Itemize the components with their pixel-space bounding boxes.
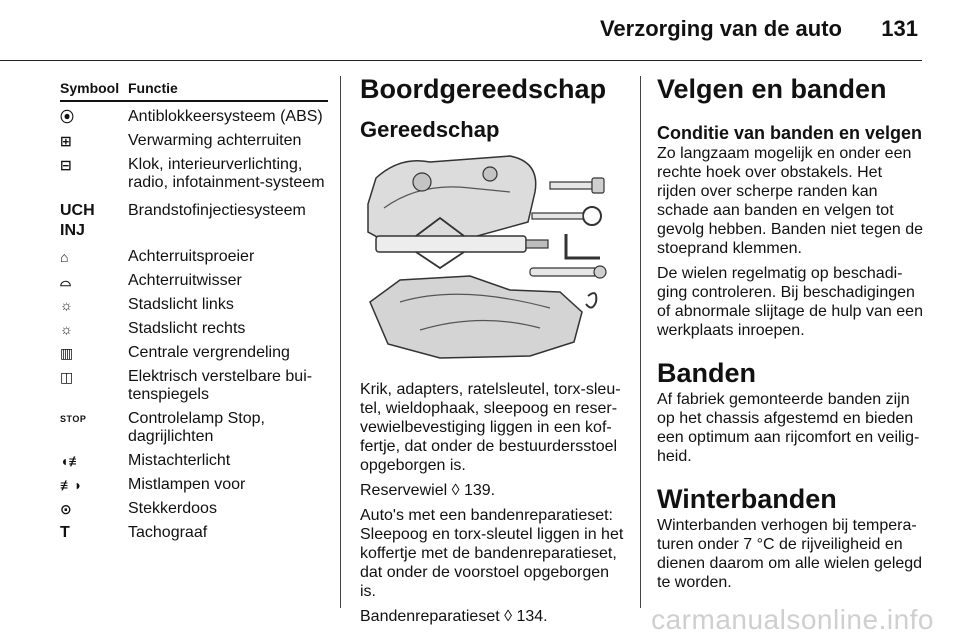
stop-icon: STOP xyxy=(60,414,87,424)
function-text: Klok, interieurverlichting, radio, infotainment-systeem xyxy=(128,156,325,191)
rear-wiper-icon: ⌓ xyxy=(60,273,72,289)
tyres-heading: Banden xyxy=(657,358,757,388)
function-text: Achterruitwisser xyxy=(128,272,242,289)
function-text: Mistlampen voor xyxy=(128,476,246,493)
table-row xyxy=(60,248,328,266)
parking-light-right-icon: ☼ xyxy=(60,321,73,337)
function-text: Stadslicht rechts xyxy=(128,320,246,337)
tool-kit-illustration xyxy=(360,152,622,364)
table-row xyxy=(60,202,328,220)
function-text: Achterruitsproeier xyxy=(128,248,255,265)
table-row xyxy=(60,320,328,338)
socket-icon: ⊙ xyxy=(60,501,72,517)
function-text: Brandstofinjectiesysteem xyxy=(128,202,306,219)
table-row xyxy=(60,500,328,518)
header-divider xyxy=(0,60,922,61)
tool-kit-drawing xyxy=(360,152,622,364)
spare-wheel-ref: Reservewiel ◊ 139. xyxy=(360,482,496,499)
condition-text-1: Zo langzaam mogelijk en onder een rechte hoek over obstakels. Het rijden over scherpe randen kan schade aan banden en velgen tot gevolg hebben. Banden niet tegen de stoeprand klemmen. xyxy=(657,145,924,257)
condition-heading: Conditie van banden en velgen xyxy=(657,123,923,143)
rear-washer-icon: ⌂ xyxy=(60,249,69,265)
function-text: Antiblokkeersysteem (ABS) xyxy=(128,108,323,125)
tools-heading: Boordgereedschap xyxy=(360,74,607,104)
central-lock-icon: ▥ xyxy=(60,345,74,361)
table-row xyxy=(60,156,328,192)
tools-subheading: Gereedschap xyxy=(360,117,500,142)
table-row xyxy=(60,452,328,470)
function-text: Verwarming achterruiten xyxy=(128,132,302,149)
symbol-table xyxy=(60,80,328,542)
function-text xyxy=(128,222,328,240)
page-header xyxy=(0,0,960,60)
page-number: 131 xyxy=(881,16,918,41)
mirror-adjust-icon: ◫ xyxy=(60,369,74,385)
table-row xyxy=(60,272,328,290)
function-text: Centrale vergrendeling xyxy=(128,344,290,361)
tachograph-icon: T xyxy=(60,524,70,541)
table-row xyxy=(60,222,328,240)
front-fog-icon: ≢◗ xyxy=(60,477,83,493)
header-function: Functie xyxy=(128,80,178,96)
table-row xyxy=(60,108,328,126)
table-row xyxy=(60,296,328,314)
table-header xyxy=(60,80,328,102)
watermark: carmanualsonline.info xyxy=(651,604,934,635)
winter-tyres-text: Winterbanden verhogen bij tempera-turen onder 7 °C de rijveiligheid en dienen daarom om alle wielen gelegd te worden. xyxy=(657,517,923,591)
function-text: Stadslicht links xyxy=(128,296,234,313)
column-divider xyxy=(340,76,341,608)
header-symbol: Symbool xyxy=(60,80,120,96)
tyres-text: Af fabriek gemonteerde banden zijn op het chassis afgestemd en bieden een optimum aan rijcomfort en veilig-heid. xyxy=(657,391,920,465)
rear-fog-icon: ◖≢ xyxy=(60,453,83,469)
table-row xyxy=(60,524,328,542)
chapter-title: Verzorging van de auto xyxy=(599,16,842,41)
table-row xyxy=(60,476,328,494)
function-text: Mistachterlicht xyxy=(128,452,231,469)
repair-kit-ref: Bandenreparatieset ◊ 134. xyxy=(360,608,548,625)
table-row xyxy=(60,132,328,150)
column-divider xyxy=(640,76,641,608)
function-text: Tachograaf xyxy=(128,524,208,541)
uch-label: UCH xyxy=(60,202,95,219)
clock-light-icon: ⊟ xyxy=(60,157,72,173)
wheels-heading: Velgen en banden xyxy=(657,74,887,104)
function-text: Stekkerdoos xyxy=(128,500,217,517)
function-text: Elektrisch verstelbare bui-tenspiegels xyxy=(128,368,313,403)
rear-defrost-icon: ⊞ xyxy=(60,133,72,149)
condition-text-2: De wielen regelmatig op beschadi-ging controleren. Bij beschadigingen of abnormale slijtage de hulp van een werkplaats inroepen. xyxy=(657,265,923,339)
wheels-section xyxy=(657,72,923,592)
tools-section xyxy=(360,72,626,626)
repair-kit-description: Auto's met een bandenreparatieset: Sleepoog en torx-sleutel liggen in het koffertje met de bandenreparatieset, dat onder de voorstoel opgeborgen is. xyxy=(360,507,624,600)
table-row xyxy=(60,344,328,362)
function-text: Controlelamp Stop, dagrijlichten xyxy=(128,410,265,445)
table-row xyxy=(60,410,328,446)
winter-tyres-heading: Winterbanden xyxy=(657,484,837,514)
abs-icon: ⦿ xyxy=(60,109,74,125)
table-row xyxy=(60,368,328,404)
inj-label: INJ xyxy=(60,222,85,239)
tools-description: Krik, adapters, ratelsleutel, torx-sleu-tel, wieldophaak, sleepoog en reser-vewielbevestiging liggen in een kof-fertje, dat onder de bestuurdersstoel opgeborgen is. xyxy=(360,381,621,474)
parking-light-left-icon: ☼ xyxy=(60,297,73,313)
